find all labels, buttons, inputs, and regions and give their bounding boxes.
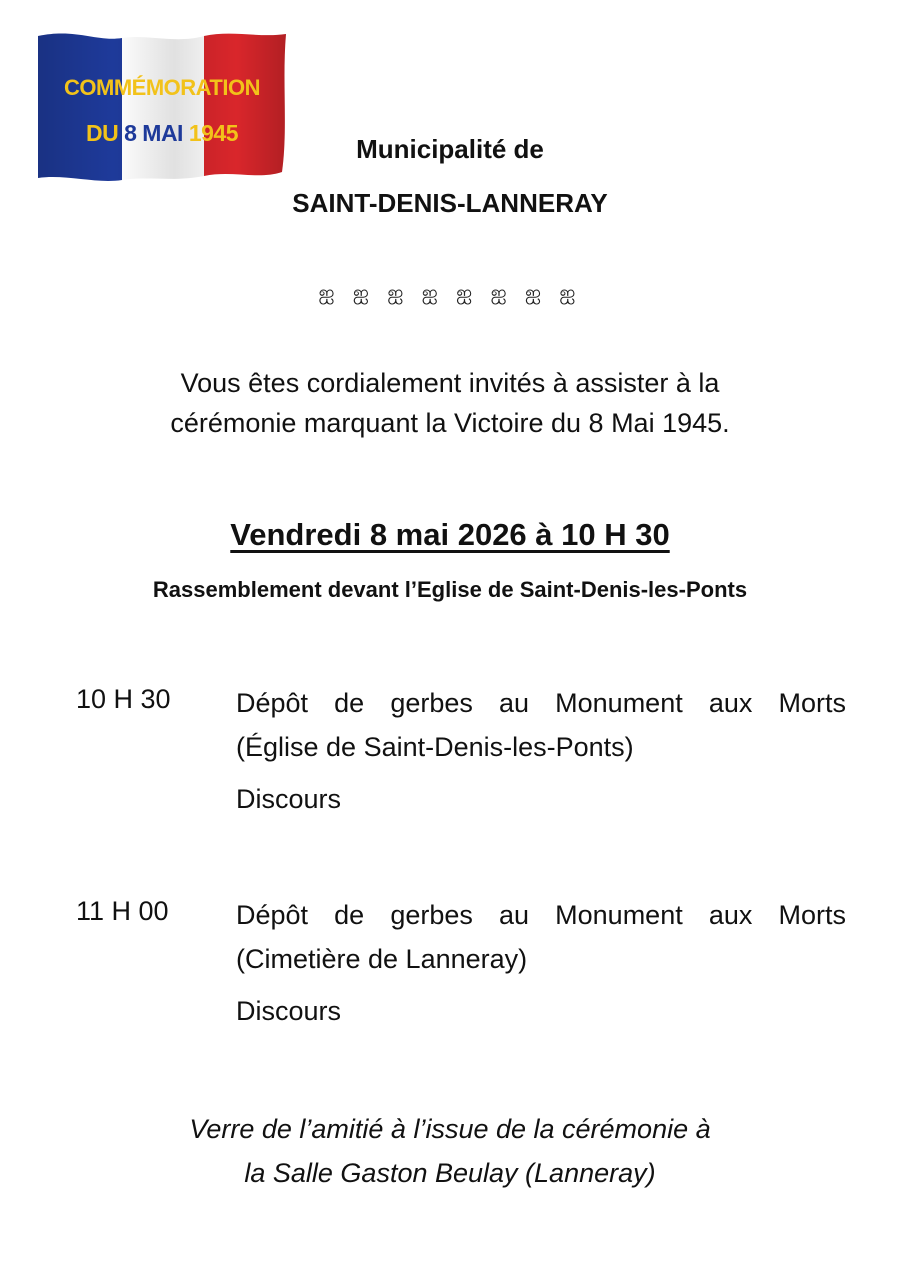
invitation-text xyxy=(0,363,900,443)
schedule-time: 11 H 00 xyxy=(76,896,169,926)
schedule-line-2: (Église de Saint-Denis-les-Ponts) xyxy=(236,732,634,762)
event-date: Vendredi 8 mai 2026 à 10 H 30 xyxy=(230,517,670,552)
invitation-line-2: cérémonie marquant la Victoire du 8 Mai 1945. xyxy=(170,408,730,438)
banner-date: DU 8 MAI 1945 xyxy=(85,120,239,146)
schedule-line-2: (Cimetière de Lanneray) xyxy=(236,944,528,974)
gathering-location: Rassemblement devant l’Eglise de Saint-Denis-les-Ponts xyxy=(152,577,748,602)
banner-title: COMMÉMORATION xyxy=(64,75,260,100)
schedule-note: Discours xyxy=(236,996,342,1026)
invitation-line-1: Vous êtes cordialement invités à assister à la xyxy=(180,368,720,398)
schedule-time: 10 H 30 xyxy=(76,684,171,714)
closing-line-2: la Salle Gaston Beulay (Lanneray) xyxy=(244,1158,656,1188)
town-name: SAINT-DENIS-LANNERAY xyxy=(292,188,608,218)
municipality-label: Municipalité de xyxy=(356,134,544,164)
closing-line-1: Verre de l’amitié à l’issue de la cérémonie à xyxy=(189,1114,711,1144)
schedule-line-1: Dépôt de gerbes au Monument aux Morts xyxy=(236,900,846,930)
decorative-ornament: ஐ ஐ ஐ ஐ ஐ ஐ ஐ ஐ xyxy=(318,280,582,304)
schedule-note: Discours xyxy=(236,784,342,814)
schedule-description xyxy=(236,893,846,981)
schedule-line-1: Dépôt de gerbes au Monument aux Morts xyxy=(236,688,846,718)
closing-note xyxy=(0,1107,900,1195)
schedule-description xyxy=(236,681,846,769)
